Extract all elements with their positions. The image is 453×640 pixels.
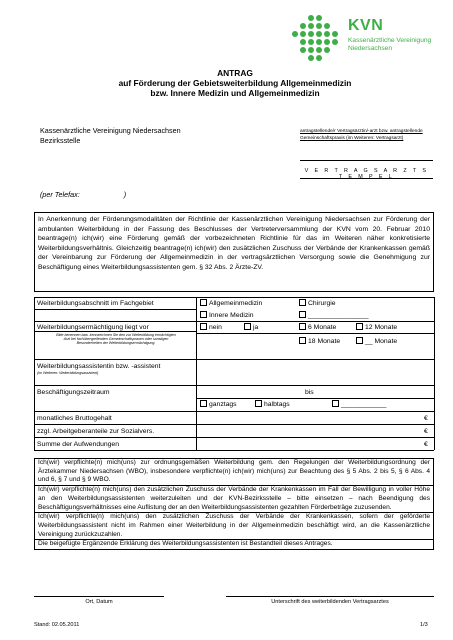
- checkbox[interactable]: [332, 400, 339, 407]
- footer-date: Stand: 02.05.2011: [34, 622, 80, 628]
- option-halbtags[interactable]: halbtags: [255, 400, 290, 409]
- divider: [34, 297, 434, 298]
- divider: [34, 331, 196, 332]
- page-number: 1/3: [420, 622, 428, 628]
- fax-line: (per Telefax: ): [40, 190, 127, 199]
- checkbox[interactable]: [200, 299, 207, 306]
- checkbox[interactable]: [299, 337, 306, 344]
- signature-label: Unterschrift des weiterbildenden Vertragsarztes: [271, 599, 389, 605]
- period-bis: bis: [305, 389, 314, 396]
- checkbox[interactable]: [200, 311, 207, 318]
- employer-share-label: zzgl. Arbeitgeberanteile zur Sozialvers.: [37, 428, 155, 435]
- address-line-1: Kassenärztliche Vereinigung Niedersachsen: [40, 126, 181, 135]
- option-allgemeinmedizin[interactable]: Allgemeinmedizin: [200, 299, 262, 308]
- stamp-caption: antragstellende/r Vertragsärztin/-arzt bzw. antragstellende Gemeinschaftspraxis (im Weiteren: Vertragsarzt): [300, 129, 423, 141]
- period-label: Beschäftigungszeitraum: [37, 389, 110, 396]
- divider: [34, 385, 434, 386]
- declaration-2: Ich(wir) verpflichte(n) mich(uns) den zusätzlichen Zuschuss der Verbände der Krankenkassen im Fall der Bewilligung in voller Höhe an den Weiterbildungsassistenten weiterzuleiten und der KVN-Bezirksstelle – bitte einsetzen – nach Beendigung des Beschäftigungsverhältnisses eine Auflistung der an den Weiterbildungsassistenten gezahlten Förderbeträge zuzusenden.: [35, 486, 433, 513]
- assistant-label: Weiterbildungsassistentin bzw. -assistent: [37, 363, 161, 370]
- page-title: [40, 68, 430, 98]
- divider: [196, 398, 434, 399]
- title-line-2: auf Förderung der Gebietsweiterbildung Allgemeinmedizin: [118, 78, 352, 88]
- divider: [196, 333, 434, 334]
- total-label: Summe der Aufwendungen: [37, 441, 119, 448]
- authorization-note: Bitte benennen bzw. kennzeichnen Sie den zur Weiterbildung ermächtigten Arzt bei fachübergreifenden Gemeinschaftspraxen oder sonstigen Besonderheiten der Weiterbildungsermächtigung.: [56, 333, 176, 346]
- option-18-monate[interactable]: 18 Monate: [299, 337, 340, 346]
- divider: [34, 309, 196, 310]
- divider: [34, 450, 434, 451]
- divider: [196, 297, 197, 450]
- section-label: Weiterbildungsabschnitt im Fachgebiet: [37, 300, 154, 307]
- euro-sign: €: [424, 441, 428, 448]
- stamp-label: V E R T R A G S A R Z T S T E M P E L: [304, 168, 429, 180]
- declaration-1: Ich(wir) verpflichte(n) mich(uns) zur ordnungsgemäßen Weiterbildung gem. den Regelungen der Weiterbildungsordnung der Ärztekammer Niedersachsen (WBO), insbesondere verpflichte(n) ich(wir) mich(uns) zur Beachtung des § 5 Abs. 2 bis 5, § 6 Abs. 4 und 6, § 7 und § 9 WBO.: [35, 459, 433, 486]
- checkbox[interactable]: [244, 323, 251, 330]
- kvn-dot-map-icon: [292, 15, 342, 67]
- signature-line[interactable]: [226, 596, 434, 597]
- option-chirurgie[interactable]: Chirurgie: [299, 299, 336, 308]
- option-x-monate[interactable]: __ Monate: [356, 337, 397, 346]
- logo-subtitle: Kassenärztliche Vereinigung Niedersachsen: [348, 37, 432, 52]
- declaration-4: Die beigefügte Ergänzende Erklärung des Weiterbildungsassistenten ist Bestandteil dieses Antrages.: [38, 540, 333, 548]
- option-other-field[interactable]: ________________: [299, 311, 368, 320]
- salary-label: monatliches Bruttogehalt: [37, 415, 112, 422]
- date-label: Ort, Datum: [85, 599, 113, 605]
- salary-field[interactable]: [197, 412, 422, 423]
- euro-sign: €: [424, 428, 428, 435]
- checkbox[interactable]: [200, 323, 207, 330]
- address-line-2: Bezirksstelle: [40, 136, 81, 145]
- divider: [34, 321, 434, 322]
- declarations: [34, 458, 434, 550]
- assistant-sublabel: (im Weiteren: Weiterbildungsassistent): [37, 371, 99, 375]
- checkbox[interactable]: [200, 400, 207, 407]
- total-field[interactable]: [197, 438, 422, 449]
- date-line[interactable]: [34, 596, 164, 597]
- checkbox[interactable]: [299, 299, 306, 306]
- stamp-divider: [300, 178, 433, 179]
- option-6-monate[interactable]: 6 Monate: [299, 323, 336, 332]
- divider: [34, 297, 35, 450]
- kvn-logo: [292, 15, 432, 67]
- employer-share-field[interactable]: [197, 425, 422, 436]
- title-line-1: ANTRAG: [217, 68, 253, 78]
- intro-text: In Anerkennung der Förderungsmodalitäten der Richtlinie der Kassenärztlichen Vereinigung Niedersachsen zur Förderung der ambulanten Weiterbildung in der Fassung des Beschlusses der Vertreterversammlung der KVN vom 20. Februar 2010 beantrage(n) ich(wir) eine Förderung gemäß der vorbezeichneten Richtlinie für das im Weiteren näher konkretisierte Weiterbildungsverhältnis. Gleichzeitig beantrage(n) ich(wir) den zusätzlichen Zuschuss der Verbände der Krankenkassen gemäß der Vereinbarung zur Förderung der Allgemeinmedizin in der vertragsärztlichen Versorgung sowie die Genehmigung zur Beschäftigung eines Weiterbildungsassistenten gem. § 32 Abs. 2 Ärzte-ZV.: [34, 212, 434, 292]
- euro-sign: €: [424, 415, 428, 422]
- logo-brand: KVN: [348, 17, 384, 34]
- checkbox[interactable]: [299, 323, 306, 330]
- option-other-period[interactable]: ____________: [332, 400, 386, 409]
- assistant-name-field[interactable]: [197, 360, 433, 384]
- authorization-label: Weiterbildungsermächtigung liegt vor: [37, 324, 149, 331]
- title-line-3: bzw. Innere Medizin und Allgemeinmedizin: [150, 88, 320, 98]
- recipient-address: [40, 126, 181, 146]
- option-ganztags[interactable]: ganztags: [200, 400, 237, 409]
- checkbox[interactable]: [356, 337, 363, 344]
- option-ja[interactable]: ja: [244, 323, 258, 332]
- stamp-field[interactable]: [300, 160, 433, 161]
- option-innere-medizin[interactable]: Innere Medizin: [200, 311, 254, 320]
- checkbox[interactable]: [356, 323, 363, 330]
- declaration-3: Ich(wir) verpflichte(n) mich(uns) den zusätzlichen Zuschuss der Verbände der Krankenkassen, sofern der geförderte Weiterbildungsassistent nicht im Rahmen einer Weiterbildung in der Allgemeinmedizin beschäftigt wird, an die Kassenärztliche Vereinigung zurückzuzahlen.: [35, 513, 433, 540]
- checkbox[interactable]: [255, 400, 262, 407]
- checkbox[interactable]: [299, 311, 306, 318]
- divider: [434, 297, 435, 450]
- option-12-monate[interactable]: 12 Monate: [356, 323, 397, 332]
- option-nein[interactable]: nein: [200, 323, 222, 332]
